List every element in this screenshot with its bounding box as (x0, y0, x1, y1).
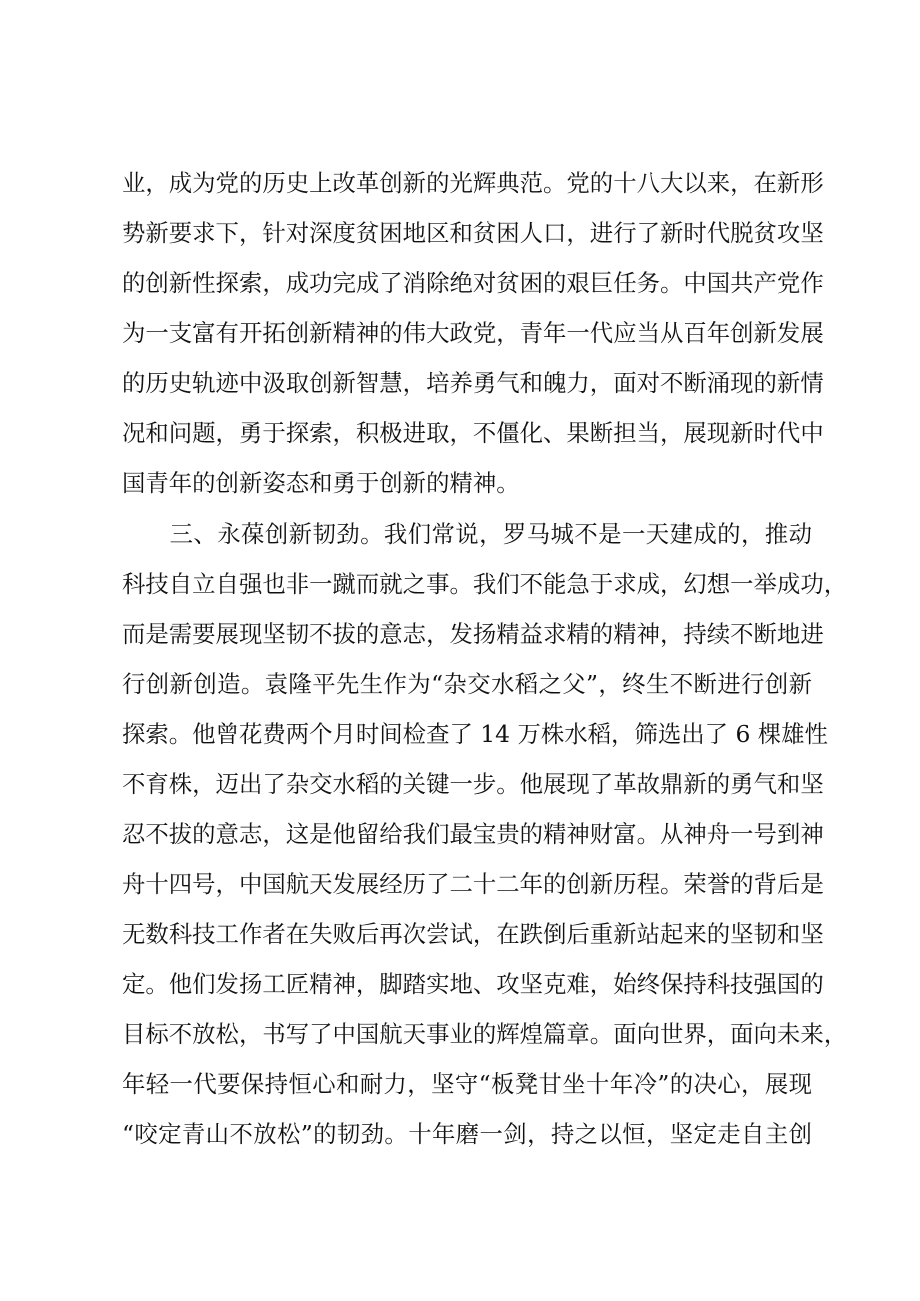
text-line: 定。他们发扬工匠精神，脚踏实地、攻坚克难，始终保持科技强国的 (122, 970, 824, 998)
text-line: 忍不拔的意志，这是他留给我们最宝贵的精神财富。从神舟一号到神 (122, 820, 824, 848)
text-line: 而是需要展现坚韧不拔的意志，发扬精益求精的精神，持续不断地进 (122, 620, 824, 648)
text-line: 无数科技工作者在失败后再次尝试，在跌倒后重新站起来的坚韧和坚 (122, 920, 824, 948)
text-line: 的创新性探索，成功完成了消除绝对贫困的艰巨任务。中国共产党作 (122, 269, 824, 297)
text-line: 舟十四号，中国航天发展经历了二十二年的创新历程。荣誉的背后是 (122, 870, 824, 898)
paragraph-innovation-history (122, 158, 824, 508)
text-line: 科技自立自强也非一蹴而就之事。我们不能急于求成，幻想一举成功， (122, 570, 848, 598)
text-line: 况和问题，勇于探索，积极进取，不僵化、果断担当，展现新时代中 (122, 419, 824, 447)
text-line: 目标不放松，书写了中国航天事业的辉煌篇章。面向世界，面向未来， (122, 1020, 848, 1048)
text-line: 年轻一代要保持恒心和耐力，坚守“板凳甘坐十年冷”的决心，展现 (122, 1070, 812, 1098)
text-line: 不育株，迈出了杂交水稻的关键一步。他展现了革故鼎新的勇气和坚 (122, 770, 824, 798)
text-line: 三、永葆创新韧劲。我们常说，罗马城不是一天建成的，推动 (122, 520, 812, 548)
text-line: “咬定青山不放松”的韧劲。十年磨一剑，持之以恒，坚定走自主创 (122, 1120, 812, 1148)
text-line: 为一支富有开拓创新精神的伟大政党，青年一代应当从百年创新发展 (122, 319, 824, 347)
paragraph-section-three (122, 509, 848, 1159)
text-line: 势新要求下，针对深度贫困地区和贫困人口，进行了新时代脱贫攻坚 (122, 219, 824, 247)
text-line: 探索。他曾花费两个月时间检查了 14 万株水稻，筛选出了 6 棵雄性 (122, 720, 828, 748)
text-line: 业，成为党的历史上改革创新的光辉典范。党的十八大以来，在新形 (122, 169, 824, 197)
text-line: 行创新创造。袁隆平先生作为“杂交水稻之父”，终生不断进行创新 (122, 670, 812, 698)
text-line: 的历史轨迹中汲取创新智慧，培养勇气和魄力，面对不断涌现的新情 (122, 369, 824, 397)
text-line: 国青年的创新姿态和勇于创新的精神。 (122, 469, 520, 497)
